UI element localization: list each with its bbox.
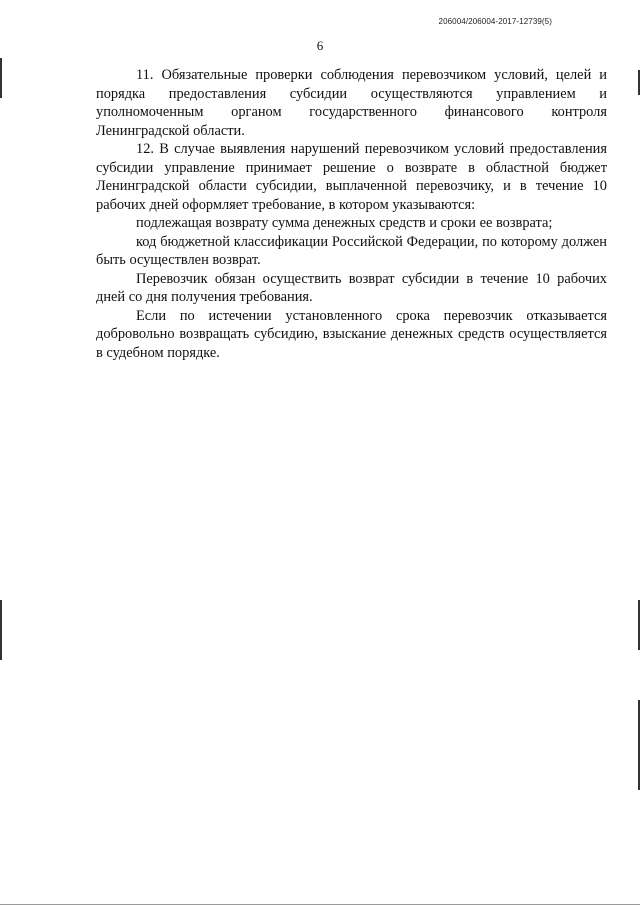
list-item-amount: подлежащая возврату сумма денежных средств и сроки ее возврата; — [136, 215, 553, 231]
paragraph-11: 11. Обязательные проверки соблюдения перевозчиком условий, целей и порядка предоставления субсидии осуществляются управлением и уполномоченным органом государственного финансового контроля Ленинградской области. — [96, 67, 607, 139]
scan-edge-mark — [0, 600, 2, 660]
page-number: 6 — [316, 38, 324, 53]
document-body — [96, 66, 607, 362]
paragraph-court-recovery: Если по истечении установленного срока перевозчик отказывается добровольно возвращать субсидию, взыскание денежных средств осуществляется в судебном порядке. — [96, 307, 607, 361]
paragraph-return-obligation: Перевозчик обязан осуществить возврат субсидии в течение 10 рабочих дней со дня получения требования. — [96, 270, 607, 305]
paragraph-12: 12. В случае выявления нарушений перевозчиком условий предоставления субсидии управление принимает решение о возврате в областной бюджет Ленинградской области субсидии, выплаченной перевозчику, и в течение 10 рабочих дней оформляет требование, в котором указываются: — [96, 141, 607, 213]
list-item-budget-code: код бюджетной классификации Российской Федерации, по которому должен быть осуществлен возврат. — [96, 233, 607, 268]
scan-edge-mark — [0, 58, 2, 98]
document-id: 206004/206004-2017-12739(5) — [438, 17, 552, 26]
